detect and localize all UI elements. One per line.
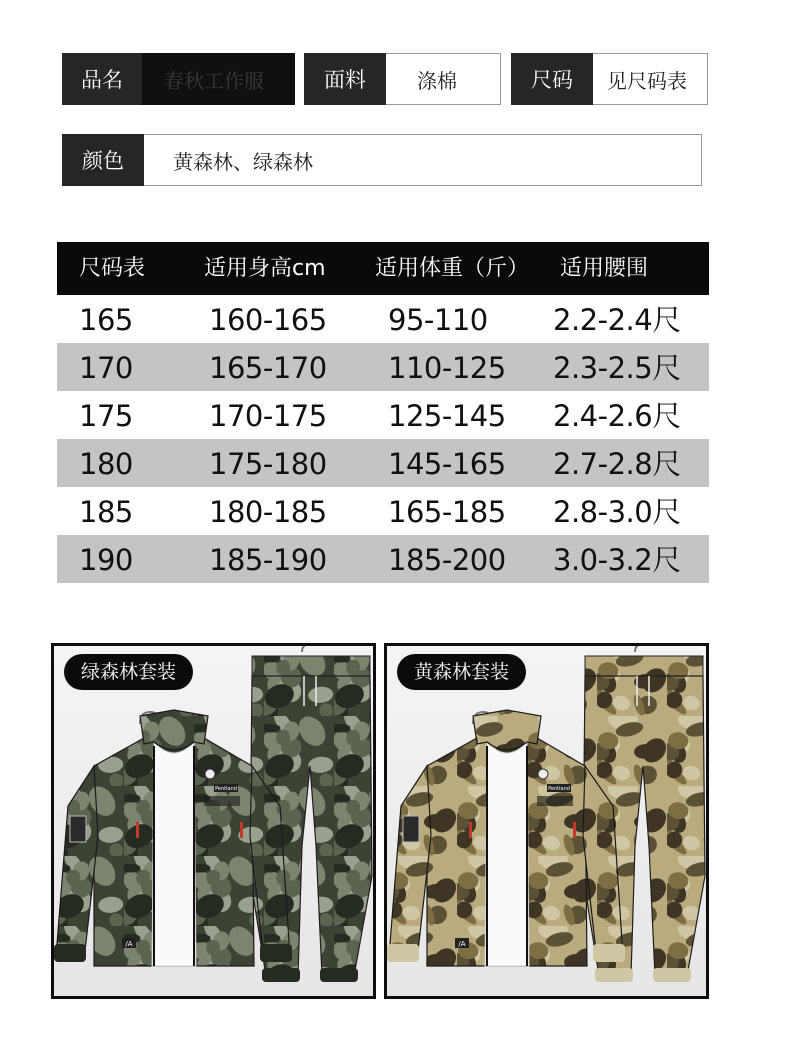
table-cell: 175-180 <box>209 447 327 481</box>
table-cell: 95-110 <box>388 303 488 337</box>
product-label: 绿森林套装 <box>64 654 193 690</box>
spec-value: 春秋工作服 <box>142 53 295 105</box>
size-table <box>57 242 709 583</box>
table-cell: 165 <box>79 303 133 337</box>
table-row <box>57 295 709 343</box>
table-cell: 175 <box>79 399 133 433</box>
header-cell: 适用腰围 <box>560 256 649 281</box>
table-cell: 180 <box>79 447 133 481</box>
hem-patch-text: /A <box>458 940 466 948</box>
table-cell: 165-170 <box>209 351 327 385</box>
badge-icon <box>205 769 215 779</box>
spec-label: 面料 <box>304 53 386 105</box>
sleeve-patch-icon <box>70 816 86 842</box>
product-card-yellow <box>384 643 709 999</box>
header-cell: 适用身高cm <box>204 256 326 281</box>
table-row <box>57 535 709 583</box>
table-cell: 125-145 <box>388 399 506 433</box>
product-photo-green <box>54 646 373 996</box>
table-row <box>57 439 709 487</box>
badge-icon <box>538 769 548 779</box>
spec-label: 尺码 <box>511 53 593 105</box>
spec-fabric <box>304 53 501 105</box>
table-cell: 185-200 <box>388 543 506 577</box>
table-cell: 170-175 <box>209 399 327 433</box>
chest-patch-text: Pentland <box>215 786 237 792</box>
table-header <box>57 242 709 295</box>
spec-label: 品名 <box>62 53 142 105</box>
table-cell: 160-165 <box>209 303 327 337</box>
table-row <box>57 343 709 391</box>
spec-value: 见尺码表 <box>593 53 708 105</box>
chest-patch-text: Pentland <box>548 786 570 792</box>
table-cell: 2.8-3.0尺 <box>553 495 681 529</box>
table-cell: 190 <box>79 543 133 577</box>
table-cell: 165-185 <box>388 495 506 529</box>
spec-size <box>511 53 708 105</box>
spec-label: 颜色 <box>62 134 144 186</box>
table-cell: 2.4-2.6尺 <box>553 399 681 433</box>
table-row <box>57 391 709 439</box>
table-cell: 2.7-2.8尺 <box>553 447 681 481</box>
table-cell: 185-190 <box>209 543 327 577</box>
table-row <box>57 487 709 535</box>
spec-color <box>62 134 702 186</box>
spec-product-name <box>62 53 295 105</box>
spec-value: 黄森林、绿森林 <box>144 134 702 186</box>
table-cell: 2.2-2.4尺 <box>553 303 681 337</box>
product-label: 黄森林套装 <box>397 654 526 690</box>
sleeve-patch-icon <box>403 816 419 842</box>
table-cell: 2.3-2.5尺 <box>553 351 681 385</box>
table-cell: 145-165 <box>388 447 506 481</box>
table-cell: 185 <box>79 495 133 529</box>
hem-patch-text: /A <box>125 940 133 948</box>
product-card-green <box>51 643 376 999</box>
table-cell: 170 <box>79 351 133 385</box>
spec-value: 涤棉 <box>386 53 501 105</box>
table-cell: 180-185 <box>209 495 327 529</box>
header-cell: 尺码表 <box>79 256 146 281</box>
header-cell: 适用体重（斤） <box>375 256 530 281</box>
table-cell: 110-125 <box>388 351 506 385</box>
product-photo-yellow <box>387 646 706 996</box>
table-cell: 3.0-3.2尺 <box>553 543 681 577</box>
